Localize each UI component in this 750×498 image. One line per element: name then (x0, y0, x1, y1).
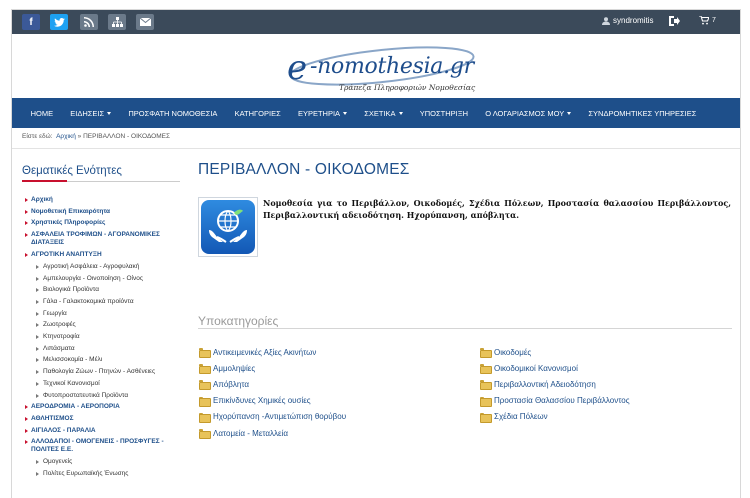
subcategory-label: Αντικειμενικές Αξίες Ακινήτων (213, 347, 317, 357)
nav-label: ΣΧΕΤΙΚΑ (364, 108, 396, 118)
folder-icon (480, 380, 490, 388)
sidebar-item[interactable]: ΑΣΦΑΛΕΙΑ ΤΡΟΦΙΜΩΝ - ΑΓΟΡΑΝΟΜΙΚΕΣ ΔΙΑΤΑΞΕΙΣ (24, 229, 189, 249)
sidebar-subitem[interactable]: Γάλα - Γαλακτοκομικά προϊόντα (24, 296, 189, 308)
environment-icon (201, 200, 255, 254)
subcategory-link[interactable] (199, 393, 346, 409)
username: syndromitis (613, 16, 654, 25)
divider (12, 148, 740, 149)
subcategory-link[interactable] (480, 393, 630, 409)
mail-icon[interactable] (136, 14, 154, 30)
cart-button[interactable] (699, 16, 716, 25)
sidebar-item[interactable]: Νομοθετική Επικαιρότητα (24, 206, 189, 218)
subcategory-link[interactable] (480, 344, 630, 360)
subcategory-label: Οικοδομικοί Κανονισμοί (494, 363, 578, 373)
sidebar-subitem[interactable]: Ζωοτροφές (24, 319, 189, 331)
subcategory-link[interactable] (480, 409, 630, 425)
nav-subscriptions[interactable] (580, 109, 705, 118)
sidebar-subitem[interactable]: Κτηνοτροφία (24, 331, 189, 343)
user-menu[interactable] (602, 16, 653, 25)
cart-count: 7 (712, 17, 716, 24)
main-nav (12, 98, 740, 128)
subcategory-column-left (199, 344, 346, 441)
folder-icon (199, 348, 209, 356)
logout-glyph (668, 15, 680, 27)
subcategory-link[interactable] (199, 425, 346, 441)
sidebar-item[interactable]: ΑΓΡΟΤΙΚΗ ΑΝΑΠΤΥΞΗ (24, 249, 189, 261)
folder-icon (199, 380, 209, 388)
nav-label: ΕΥΡΕΤΗΡΙΑ (297, 108, 341, 118)
subcategory-label: Λατομεία - Μεταλλεία (213, 428, 289, 438)
logo-e: e (287, 48, 308, 88)
logout-icon[interactable] (668, 15, 680, 29)
sidebar-subitem[interactable]: Βιολογικά Προϊόντα (24, 284, 189, 296)
subcategory-column-right (480, 344, 630, 425)
subcategory-label: Περιβαλλοντική Αδειοδότηση (494, 379, 596, 389)
folder-icon (480, 364, 490, 372)
breadcrumb-home-link[interactable]: Αρχική (56, 133, 76, 140)
nav-support[interactable] (411, 109, 476, 118)
sidebar-subitem[interactable]: Μελισσοκομία - Μέλι (24, 354, 189, 366)
nav-label: ΥΠΟΣΤΗΡΙΞΗ (419, 108, 468, 118)
chevron-down-icon (567, 112, 571, 115)
sidebar-subitem[interactable]: Λιπάσματα (24, 343, 189, 355)
subcategory-link[interactable] (199, 409, 346, 425)
envelope-glyph (140, 18, 151, 26)
sidebar-title: Θεματικές Ενότητες (22, 165, 122, 177)
breadcrumb-current: ΠΕΡΙΒΑΛΛΟΝ - ΟΙΚΟΔΟΜΕΣ (83, 133, 170, 140)
chevron-down-icon (343, 112, 347, 115)
nav-news[interactable] (62, 109, 120, 118)
subcategory-link[interactable] (199, 376, 346, 392)
globe-hands-glyph (205, 204, 251, 250)
subcategory-label: Αμμοληψίες (213, 363, 256, 373)
facebook-icon[interactable] (22, 14, 40, 30)
logo-tagline: Τράπεζα Πληροφοριών Νομοθεσίας (339, 83, 476, 92)
browser-page (12, 10, 740, 498)
breadcrumb-separator: » (77, 133, 82, 140)
folder-icon (199, 413, 209, 421)
nav-categories[interactable] (226, 109, 289, 118)
title-underline (22, 180, 67, 182)
sidebar-item[interactable]: Αρχική (24, 194, 189, 206)
facebook-glyph: f (29, 16, 33, 28)
sidebar-subitem[interactable]: Τεχνικοί Κανονισμοί (24, 378, 189, 390)
folder-icon (199, 429, 209, 437)
sitemap-icon[interactable] (108, 14, 126, 30)
sitemap-glyph (112, 17, 123, 27)
sidebar-item[interactable]: ΑΛΛΟΔΑΠΟΙ - ΟΜΟΓΕΝΕΙΣ - ΠΡΟΣΦΥΓΕΣ - ΠΟΛΙΤΕΣ Ε.Ε. (24, 436, 189, 456)
nav-about[interactable] (356, 109, 412, 118)
twitter-bird (54, 18, 65, 27)
cart-icon (699, 16, 709, 25)
logo-brand: -nomothesia.gr (310, 54, 474, 79)
nav-label: Ο ΛΟΓΑΡΙΑΣΜΟΣ ΜΟΥ (485, 108, 565, 118)
category-image (198, 197, 258, 257)
chevron-down-icon (399, 112, 403, 115)
sidebar-subitem[interactable]: Αγροτική Ασφάλεια - Αγροφυλακή (24, 261, 189, 273)
folder-icon (199, 397, 209, 405)
subcategory-label: Οικοδομές (494, 347, 532, 357)
subcategory-label: Σχέδια Πόλεων (494, 412, 548, 422)
user-icon (602, 17, 610, 25)
sidebar-subitem[interactable]: Ομογενείς (24, 456, 189, 468)
sidebar-list (24, 194, 189, 480)
rss-icon[interactable] (80, 14, 98, 30)
subcategory-link[interactable] (480, 360, 630, 376)
subcategories-heading: Υποκατηγορίες (198, 314, 279, 328)
nav-recent-legislation[interactable] (120, 109, 226, 118)
subcategory-label: Απόβλητα (213, 379, 250, 389)
subcategory-label: Ηχορύπανση -Αντιμετώπιση θορύβου (213, 412, 347, 422)
subcategory-label: Επικίνδυνες Χημικές ουσίες (213, 396, 311, 406)
nav-label: ΣΥΝΔΡΟΜΗΤΙΚΕΣ ΥΠΗΡΕΣΙΕΣ (588, 108, 697, 118)
top-bar (12, 10, 740, 34)
subcategory-link[interactable] (480, 376, 630, 392)
nav-my-account[interactable] (477, 109, 580, 118)
subcategory-link[interactable] (199, 344, 346, 360)
sidebar-item[interactable]: ΑΕΡΟΔΡΟΜΙΑ - ΑΕΡΟΠΟΡΙΑ (24, 401, 189, 413)
chevron-down-icon (107, 112, 111, 115)
sidebar-subitem[interactable]: Φυτοπροστατευτικά Προϊόντα (24, 390, 189, 402)
sidebar-subitem[interactable]: Γεωργία (24, 308, 189, 320)
folder-icon (480, 397, 490, 405)
nav-indexes[interactable] (289, 109, 355, 118)
sidebar-subitem[interactable]: Αμπελουργία - Οινοποίηση - Οίνος (24, 273, 189, 285)
sidebar-subitem[interactable]: Πολίτες Ευρωπαϊκής Ένωσης (24, 468, 189, 480)
folder-icon (480, 348, 490, 356)
site-logo[interactable] (277, 40, 487, 98)
nav-home[interactable] (22, 109, 62, 118)
divider (198, 328, 732, 329)
nav-label: ΕΙΔΗΣΕΙΣ (70, 108, 105, 118)
sidebar-item[interactable]: ΑΙΓΙΑΛΟΣ - ΠΑΡΑΛΙΑ (24, 425, 189, 437)
nav-label: ΠΡΟΣΦΑΤΗ ΝΟΜΟΘΕΣΙΑ (128, 108, 218, 118)
sidebar-item[interactable]: Χρηστικές Πληροφορίες (24, 217, 189, 229)
nav-label: ΗΟΜΕ (30, 108, 54, 118)
sidebar-item[interactable]: ΑΘΛΗΤΙΣΜΟΣ (24, 413, 189, 425)
breadcrumb-prefix: Είστε εδώ: (22, 133, 53, 140)
folder-icon (480, 413, 490, 421)
breadcrumb (22, 133, 170, 140)
sidebar-subitem[interactable]: Παθολογία Ζώων - Πτηνών - Ασθένειες (24, 366, 189, 378)
page-title: ΠΕΡΙΒΑΛΛΟΝ - ΟΙΚΟΔΟΜΕΣ (198, 161, 410, 178)
folder-icon (199, 364, 209, 372)
rss-glyph (84, 17, 94, 27)
twitter-icon[interactable] (50, 14, 68, 30)
subcategory-label: Προστασία Θαλασσίου Περιβάλλοντος (494, 396, 630, 406)
nav-label: ΚΑΤΗΓΟΡΙΕΣ (234, 108, 281, 118)
category-description: Νομοθεσία για το Περιβάλλον, Οικοδομές, Σχέδια Πόλεων, Προστασία θαλασσίου Περιβάλλοντος, Περιβαλλοντική αδειοδότηση. Ηχορύπανση, απόβλητα. (263, 198, 731, 220)
subcategory-link[interactable] (199, 360, 346, 376)
